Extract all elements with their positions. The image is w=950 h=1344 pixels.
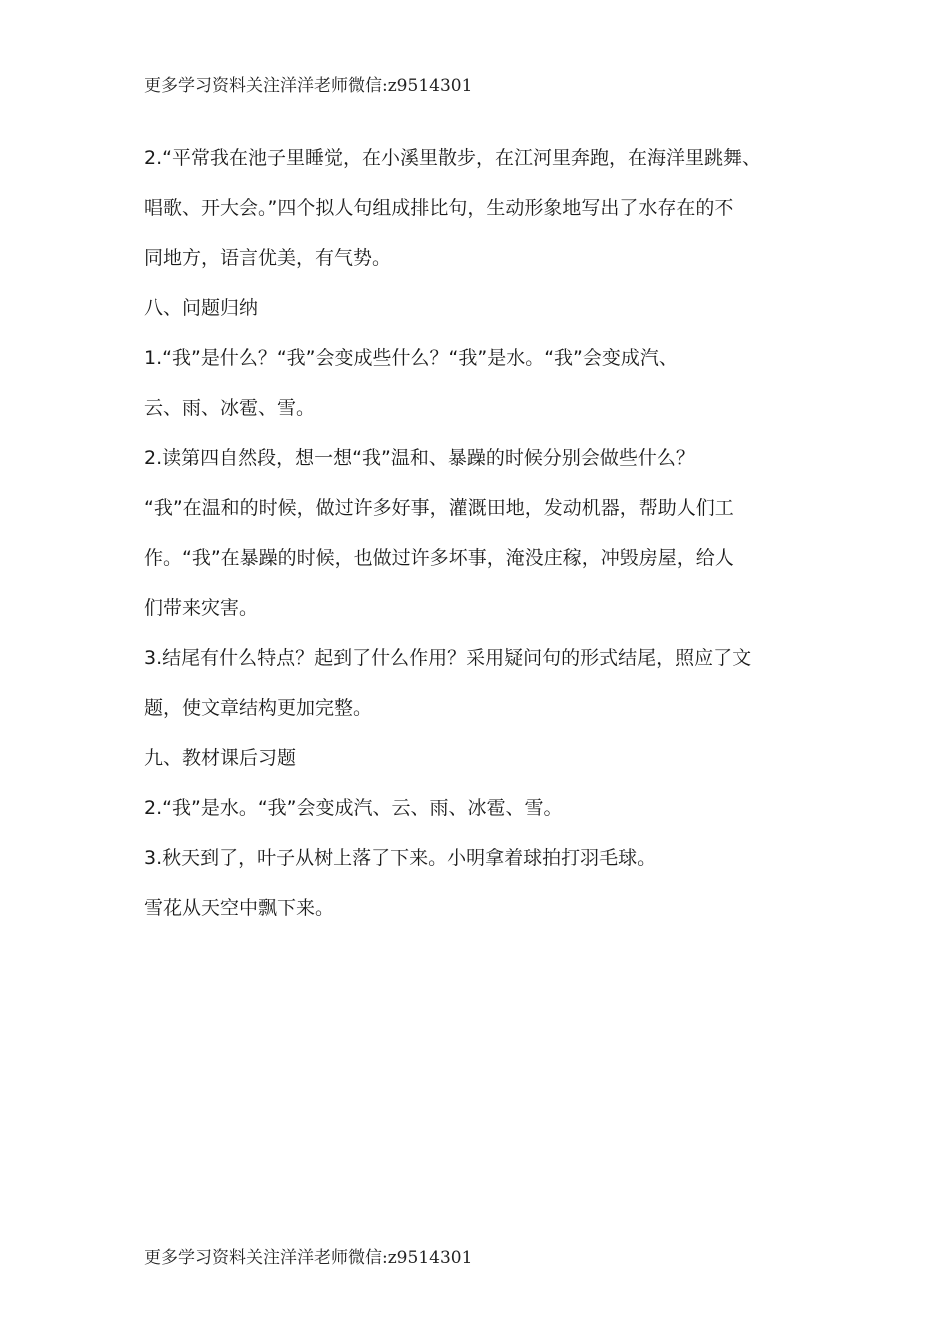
text-line: 2.读第四自然段，想一想“我”温和、暴躁的时候分别会做些什么？ bbox=[144, 447, 695, 469]
text-line: 们带来灾害。 bbox=[144, 597, 259, 619]
text-line: 云、雨、冰雹、雪。 bbox=[144, 397, 316, 419]
section-heading: 九、教材课后习题 bbox=[144, 747, 297, 769]
page-footer: 更多学习资料关注洋洋老师微信:z9514301 bbox=[144, 1248, 473, 1268]
text-line: 同地方，语言优美，有气势。 bbox=[144, 247, 392, 269]
text-line: 题，使文章结构更加完整。 bbox=[144, 697, 373, 719]
text-line: 3.结尾有什么特点？起到了什么作用？采用疑问句的形式结尾，照应了文 bbox=[144, 647, 752, 669]
text-line: 1.“我”是什么？“我”会变成些什么？“我”是水。“我”会变成汽、 bbox=[144, 347, 678, 369]
text-line: 2.“平常我在池子里睡觉，在小溪里散步，在江河里奔跑，在海洋里跳舞、 bbox=[144, 147, 761, 169]
page-header: 更多学习资料关注洋洋老师微信:z9514301 bbox=[144, 76, 473, 96]
text-line: 3.秋天到了，叶子从树上落了下来。小明拿着球拍打羽毛球。 bbox=[144, 847, 657, 869]
text-line: 作。“我”在暴躁的时候，也做过许多坏事，淹没庄稼，冲毁房屋，给人 bbox=[144, 547, 734, 569]
document-body bbox=[144, 133, 824, 933]
text-line: “我”在温和的时候，做过许多好事，灌溉田地，发动机器，帮助人们工 bbox=[144, 497, 734, 519]
text-line: 雪花从天空中飘下来。 bbox=[144, 897, 335, 919]
text-line: 2.“我”是水。“我”会变成汽、云、雨、冰雹、雪。 bbox=[144, 797, 563, 819]
text-line: 唱歌、开大会。”四个拟人句组成排比句，生动形象地写出了水存在的不 bbox=[144, 197, 734, 219]
section-heading: 八、问题归纳 bbox=[144, 297, 259, 319]
